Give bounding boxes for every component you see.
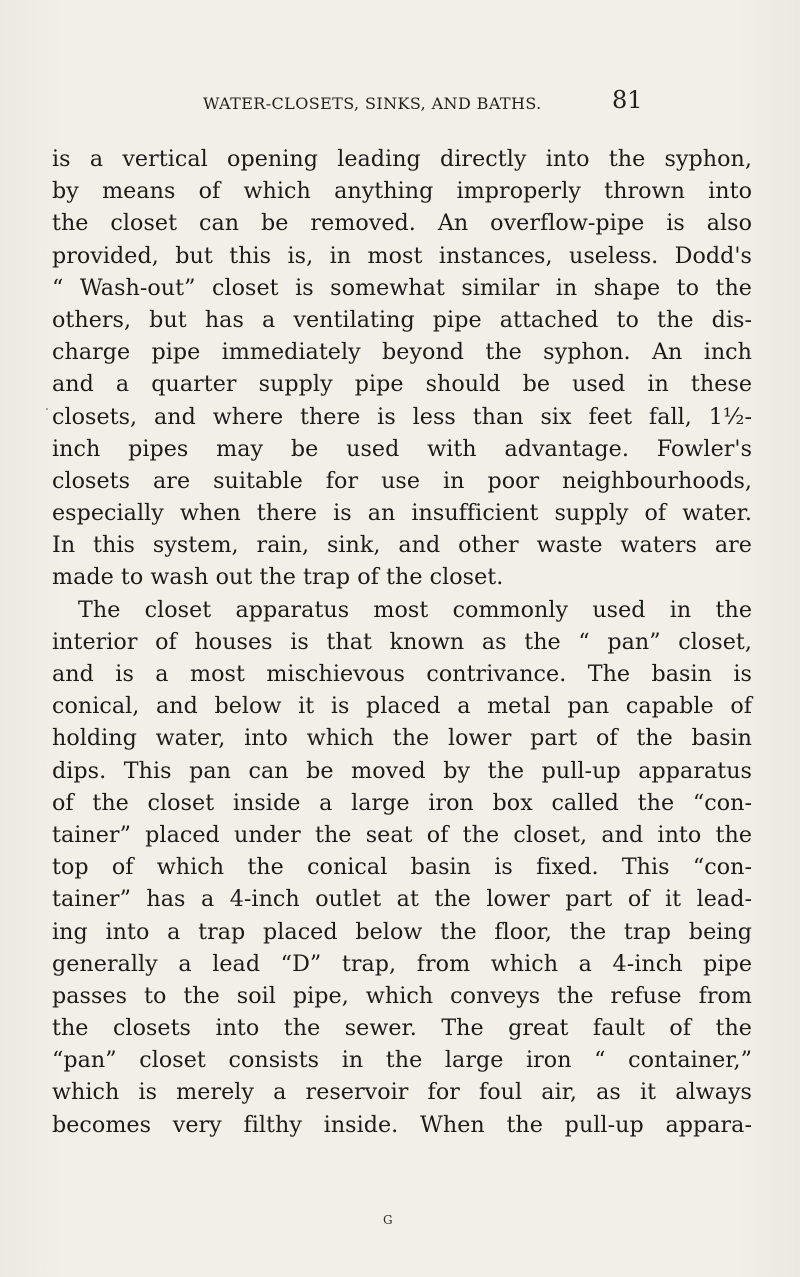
text-line: made to wash out the trap of the closet.: [52, 564, 504, 591]
text-line: closets, and where there is less than six feet fall, 1½-: [52, 403, 752, 430]
paragraph-first-line: The closet apparatus most commonly used in the: [78, 596, 752, 623]
body-text: [52, 143, 752, 1141]
text-line: tainer” placed under the seat of the closet, and into the: [52, 821, 752, 848]
text-line: others, but has a ventilating pipe attached to the dis-: [52, 306, 752, 333]
page-header: [0, 88, 800, 128]
text-line: the closets into the sewer. The great fault of the: [52, 1015, 752, 1042]
text-line: top of which the conical basin is fixed. This “con-: [52, 854, 752, 881]
text-line: is a vertical opening leading directly into the syphon,: [52, 146, 752, 172]
text-line: and a quarter supply pipe should be used in these: [52, 371, 752, 398]
text-line: tainer” has a 4-inch outlet at the lower part of it lead-: [52, 886, 752, 913]
text-line: dips. This pan can be moved by the pull-up apparatus: [52, 757, 752, 784]
text-line: and is a most mischievous contrivance. The basin is: [52, 661, 752, 687]
text-line: passes to the soil pipe, which conveys the refuse from: [52, 982, 752, 1009]
text-line: “pan” closet consists in the large iron “ container,”: [52, 1047, 752, 1074]
text-line: holding water, into which the lower part of the basin: [52, 725, 752, 752]
print-speck: [46, 408, 48, 410]
text-line: the closet can be removed. An overflow-pipe is also: [52, 210, 752, 237]
text-line: provided, but this is, in most instances, useless. Dodd's: [52, 242, 752, 269]
page-number: 81: [612, 86, 643, 114]
text-line: In this system, rain, sink, and other waste waters are: [52, 532, 752, 559]
text-line: “ Wash-out” closet is somewhat similar in shape to the: [52, 274, 752, 301]
text-line: of the closet inside a large iron box called the “con-: [52, 789, 752, 816]
running-head: WATER-CLOSETS, SINKS, AND BATHS.: [203, 94, 542, 113]
text-line: conical, and below it is placed a metal pan capable of: [52, 693, 752, 720]
text-line: which is merely a reservoir for foul air, as it always: [52, 1079, 752, 1106]
signature-mark: G: [383, 1213, 394, 1227]
text-line: by means of which anything improperly thrown into: [52, 178, 752, 205]
text-line: interior of houses is that known as the “ pan” closet,: [52, 628, 752, 655]
text-line: especially when there is an insufficient supply of water.: [52, 500, 752, 527]
text-line: charge pipe immediately beyond the syphon. An inch: [52, 339, 752, 366]
text-line: inch pipes may be used with advantage. Fowler's: [52, 435, 752, 462]
text-line: closets are suitable for use in poor neighbourhoods,: [52, 467, 752, 494]
text-line: generally a lead “D” trap, from which a 4-inch pipe: [52, 950, 752, 977]
text-line: becomes very filthy inside. When the pull-up appara-: [52, 1111, 752, 1138]
text-line: ing into a trap placed below the floor, the trap being: [52, 918, 752, 945]
